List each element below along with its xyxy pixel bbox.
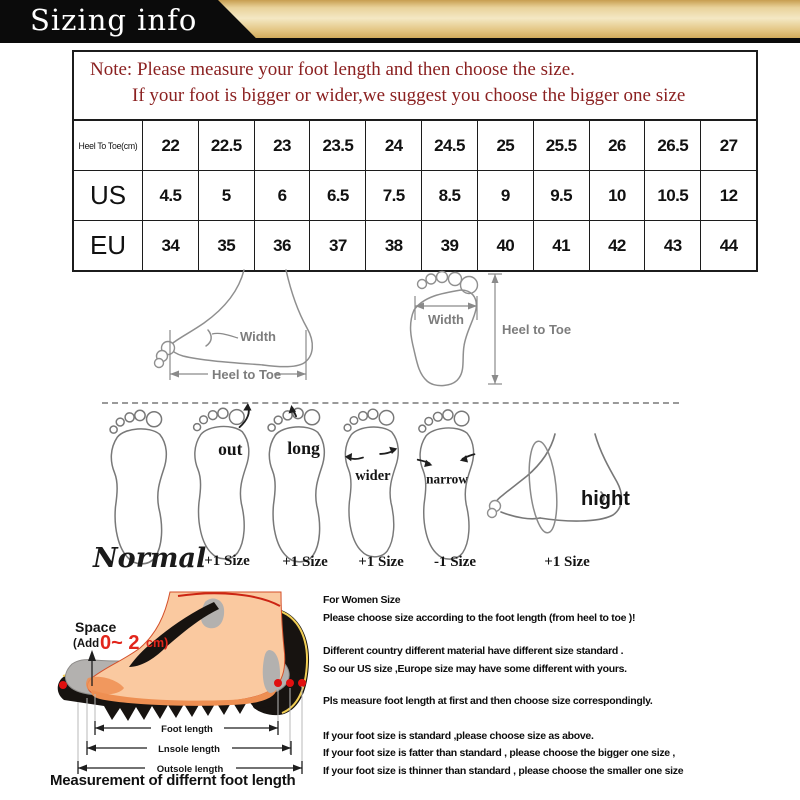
table-cell: 4.5	[142, 170, 198, 220]
table-cell: 9	[477, 170, 533, 220]
table-cell: 6.5	[309, 170, 365, 220]
out-size-label: +1 Size	[204, 553, 250, 569]
table-cell: 43	[644, 220, 700, 270]
table-cell: 24	[365, 121, 421, 170]
advice-line: Please choose size according to the foot length (from heel to toe )!	[323, 611, 636, 624]
advice-line: If your foot size is standard ,please choose size as above.	[323, 729, 594, 742]
row-label-us: US	[74, 170, 142, 220]
foot-hight-icon	[483, 432, 643, 550]
measurement-caption: Measurement of differnt foot length	[50, 772, 296, 789]
advice-line: If your foot size is thinner than standard , please choose the smaller one size	[323, 764, 684, 777]
table-cell: 39	[421, 220, 477, 270]
table-cell: 8.5	[421, 170, 477, 220]
wider-label: wider	[355, 468, 391, 485]
hight-size-label: +1 Size	[544, 554, 590, 570]
size-advice-block	[323, 592, 793, 780]
sole-width-label: Width	[428, 312, 464, 327]
row-label-eu: EU	[74, 220, 142, 270]
insole-length-label: Lnsole length	[158, 744, 220, 755]
table-cell: 22.5	[198, 121, 254, 170]
sole-length-label: Heel to Toe	[502, 322, 572, 337]
table-cell: 6	[254, 170, 310, 220]
table-cell: 12	[700, 170, 756, 220]
table-cell: 25.5	[533, 121, 589, 170]
size-table	[74, 121, 756, 270]
wider-size-label: +1 Size	[358, 554, 404, 570]
table-cell: 38	[365, 220, 421, 270]
table-cell: 27	[700, 121, 756, 170]
foot-length-label: Foot length	[161, 724, 213, 735]
note-line-1: Note: Please measure your foot length and then choose the size.	[90, 59, 575, 80]
space-add-label: (Add	[73, 638, 100, 650]
space-label: Space	[75, 619, 117, 635]
table-cell: 10.5	[644, 170, 700, 220]
table-cell: 34	[142, 220, 198, 270]
long-label: long	[287, 437, 320, 458]
outsole-length-label: Outsole length	[156, 764, 224, 775]
foot-wider-icon	[339, 406, 405, 558]
note-line-2: If your foot is bigger or wider,we suggest you choose the bigger one size	[132, 85, 686, 106]
table-cell: 23.5	[309, 121, 365, 170]
shoe-cross-section-diagram	[48, 590, 313, 775]
advice-line: If your foot size is fatter than standard , please choose the bigger one size ,	[323, 747, 676, 759]
out-label: out	[218, 438, 243, 459]
space-range-label: 0~ 2	[100, 632, 140, 654]
table-cell: 7.5	[365, 170, 421, 220]
advice-line: Different country different material have different size standard .	[323, 645, 624, 657]
long-size-label: +1 Size	[282, 554, 328, 570]
table-cell: 26.5	[644, 121, 700, 170]
space-unit-label: cm)	[146, 636, 169, 650]
foot-sole-measure-icon	[398, 268, 583, 390]
advice-heading: For Women Size	[323, 594, 401, 606]
foot-normal-icon	[104, 407, 174, 565]
advice-line: So our US size ,Europe size may have some different with yours.	[323, 662, 627, 675]
table-cell: 35	[198, 220, 254, 270]
row-label-heel-to-toe: Heel To Toe(cm)	[78, 140, 138, 151]
table-cell: 42	[589, 220, 645, 270]
table-cell: 44	[700, 220, 756, 270]
table-cell: 5	[198, 170, 254, 220]
table-cell: 26	[589, 121, 645, 170]
dashed-separator	[102, 402, 679, 404]
header-bar	[0, 0, 800, 43]
side-length-label: Heel to Toe	[212, 367, 282, 382]
narrow-label: narrow	[426, 471, 468, 487]
advice-line: Pls measure foot length at first and then choose size correspondingly.	[323, 695, 653, 707]
page-title: Sizing info	[30, 3, 198, 37]
table-cell: 36	[254, 220, 310, 270]
table-cell: 37	[309, 220, 365, 270]
foot-side-measure-icon	[128, 268, 333, 396]
table-cell: 9.5	[533, 170, 589, 220]
side-width-label: Width	[240, 329, 276, 344]
table-cell: 22	[142, 121, 198, 170]
foot-long-icon	[264, 405, 330, 563]
narrow-size-label: -1 Size	[433, 554, 477, 570]
table-cell: 23	[254, 121, 310, 170]
table-cell: 10	[589, 170, 645, 220]
hight-label: hight	[581, 488, 630, 510]
size-chart-box	[72, 50, 758, 272]
table-cell: 40	[477, 220, 533, 270]
table-cell: 41	[533, 220, 589, 270]
gold-ribbon-decoration	[218, 0, 800, 38]
note-area	[74, 52, 756, 121]
foot-narrow-icon	[415, 406, 479, 561]
table-cell: 25	[477, 121, 533, 170]
foot-out-icon	[188, 405, 256, 560]
normal-caption: Normal	[93, 543, 207, 574]
table-cell: 24.5	[421, 121, 477, 170]
